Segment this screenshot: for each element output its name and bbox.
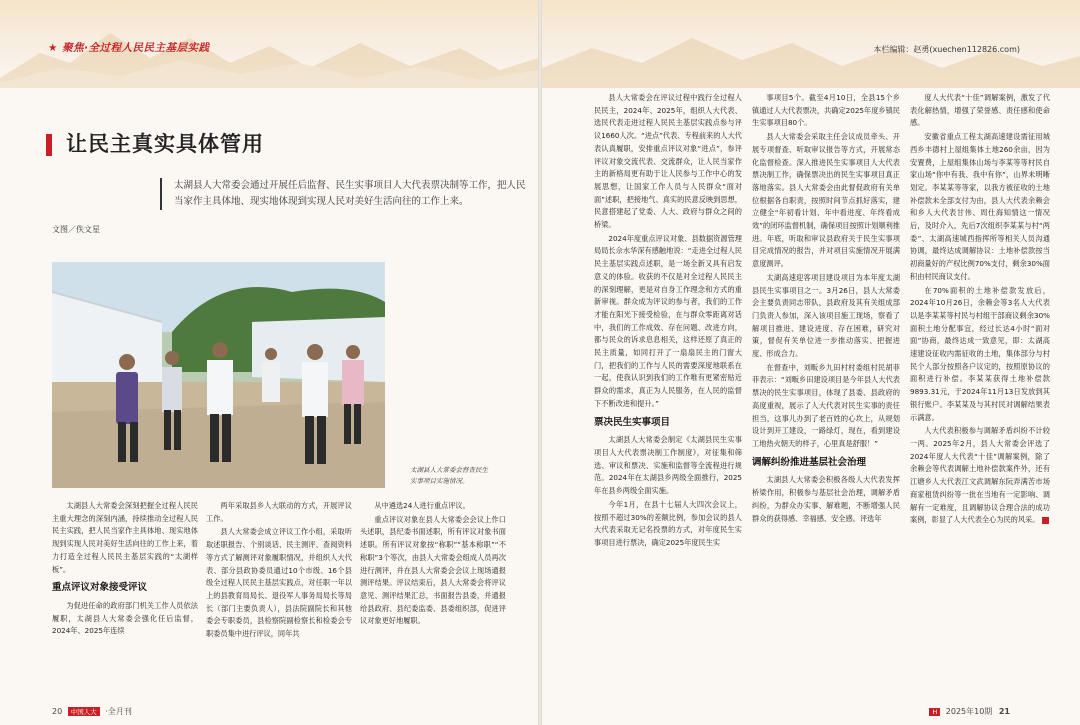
paragraph: 太湖县人大常委会深刻把握全过程人民民主重大理念的深刻内涵，持续推动全过程人民民主实践，把人民当家作主具体地、现实地体现到实现人民对美好生活向往的工作上来，着力打造全过程人民民主基层实践的“太湖样板”。 — [52, 501, 198, 574]
paragraph: 太湖高速迎客项目建设项目为本年度太湖县民生实事项目之一。3月26日，县人大常委会主要负责同志带队，县政府及其有关组成部门负责人参加，深入该项目施工现场，察看了解项目推进、建设进度、存在困难，研究对策，督促有关单位进一步推动落实、把握进度、形成合力。 — [752, 272, 900, 359]
footer-right — [926, 706, 1010, 717]
section-heading: 重点评议对象接受评议 — [52, 582, 148, 594]
article-author: 文图／佚文星 — [52, 225, 100, 234]
footer-left — [52, 706, 132, 717]
magazine-logo-icon: H — [929, 708, 940, 716]
paragraph: 县人大常委会成立评议工作小组，采取听取述职报告、个别谈话、民主测评、查阅资料等方式了解测评对象履职情况，并组织人大代表、部分县政协委员通过10个市级、16个县级全过程人民民主基层实践点，对任职一年以上的县教育局局长、退役军人事务局局长等局长（部门主要负责人），县法院副院长和其他委会专职委员，县检察院副检察长和检委会专职委员集中进行评议，同年共 — [206, 527, 352, 639]
column-editor: 本栏编辑：赵勇(xuechen112826.com) — [873, 45, 1020, 54]
magazine-badge: 中国人大 — [68, 707, 100, 716]
paragraph: 安徽省重点工程太湖高速建设需征用城西乡丰德村上屋组集体土地260余亩，因为安置费，上屋组集体山场与李某等等村民自家山场“你中有我、我中有你”，山界未明晰划定。李某某等等家，以我方被征收的土地补偿款未全部支付为由，县人大代表余赖会和乡人大代表甘伟、周仕海知情这一情况后，及时介入，先后7次组织李某某与村“两委”、太湖高速城西指挥所等相关人员沟通协调，最终达成调解协议：土地补偿款按当初商量好的产权比例70%支付，剩余30%面积由村民商议支付。 — [910, 132, 1050, 281]
page-number-right: 21 — [998, 707, 1010, 716]
article-title: 让民主真实具体管用 — [66, 132, 264, 156]
issue-label: 2025年10期 — [945, 707, 993, 716]
paragraph: 为促进任命的政府部门机关工作人员依法履职，太湖县人大常委会强化任后监督，2024年、2025年连续 — [52, 600, 198, 636]
text-column-1 — [52, 500, 198, 700]
paragraph: 人大代表积极参与调解矛盾纠纷不计较一两。2025年2月，县人大常委会评选了2024年度人大代表“十佳”调解案例，除了余赖会等代表调解土地补偿款案件外，还有江塘乡人大代表江文武调解东阮弄满苦市场商家租赁纠纷等一批在当地有一定影响、调解有一定难度，且调解协议合理合法的成功案例，彰显了人大代表全心为民的风采。 — [910, 426, 1050, 525]
magazine-sub: ·全月刊 — [105, 707, 132, 716]
paragraph: 重点评议对象在县人大常委会会议上作口头述职，县纪委书面述职，所有评议对象书面述职。所有评议对象按“称职”“基本称职”“不称职”3个等次，由县人大常委会组成人员再次进行测评，并在县人大常委会会议上现场通报测评结果。评议结束后，县人大常委会将评议意见、测评结果汇总，书面报告县委，并通报给县政府、县纪委监委、县委组织部，促进评议对象更好地履职。 — [360, 514, 506, 626]
paragraph: 在70%面积的土地补偿款发放后，2024年10月26日，余赖会等3名人大代表以是李某某等村民与村组干部商议剩余30%面积土地分配事宜，经过长达4小时“面对面”协商，最终达成一致意见，即：太湖高速建设征收内需征收的土地，集体部分与村民个人部分按照各户议定的，按照原协议的面积进行补偿。李某某获得土地补偿款9893.31元，于2024年11月13日发放到其银行账户。李某某及与其村民对调解结果表示满意。 — [910, 285, 1050, 422]
page-number-left: 20 — [52, 707, 63, 716]
paragraph: 县人大常委会采取主任会议成员牵头、开展专项督查、听取审议报告等方式，开展常态化监督检查。深入推进民生实事项目人大代表票决制工作，确保票决出的民生实事项目真正落地落实。县人大常委会由此督促政府有关单位根据各自职责，按照时间节点抓好落实，建立健全“年初看计划、年中看进度、年终看成效”的闭环监督机制，确保项目按照计划顺利推进。年底，听取和审议县政府关于民生实事项目完成情况的报告，并对项目实施情况开展满意度测评。 — [752, 132, 900, 269]
header-banner — [0, 0, 538, 92]
photo-caption: 太湖县人大常委会督查民生实事项目实施情况。 — [410, 466, 488, 485]
field-inspection-image — [52, 262, 385, 488]
section-heading: 票决民生实事项目 — [594, 416, 671, 428]
paragraph: 度人大代表“十佳”调解案例，激发了代表化解热情，增强了荣誉感、责任感和使命感。 — [910, 93, 1050, 128]
text-column-5 — [752, 92, 900, 696]
paragraph: 2024年度重点评议对象、县数据资源管理局局长佘水华深有感触地说：“走进全过程人民民主基层实践点述职，是一场全新又具有启发意义的体验。收获的不仅是对全过程人民民主的深刻理解，更是对自身工作理念和方式的重新审视。群众成为评议的参与者，我们的工作才能在阳光下接受检验，在与群众零距离对话中，我们的工作成效、存在问题、改进方向，都与民众的诉求息息相关，这样还原了真正的民主质量，如同打开了一扇扇民主的门窗大门，把我们的工作与人民的需要深度地联系在一起，使我认识到我们的工作唯有更紧密贴近群众的需求，真正为人民服务，在人民的监督下不断改进和提升。” — [594, 233, 742, 408]
article-photo — [52, 262, 385, 488]
right-page — [542, 0, 1080, 725]
paragraph: 两年采取县乡人大联动的方式，开展评议工作。 — [206, 501, 352, 523]
text-column-6 — [910, 92, 1050, 696]
text-column-2 — [206, 500, 352, 700]
end-mark-icon — [1042, 517, 1049, 524]
paragraph: 今年1月，在县十七届人大四次会议上，按照不超过30%的差额比例，参加会议的县人大代表采取无记名投票的方式，对年度民生实事项目进行票决，确定2025年度民生实 — [594, 499, 742, 547]
paragraph: 事项目5个。截至4月10日，全县15个乡镇通过人大代表票决，共确定2025年度乡镇民生实事项目80个。 — [752, 93, 900, 128]
header-banner-right — [542, 0, 1080, 92]
section-tag: ★ 聚焦·全过程人民民主基层实践 — [48, 42, 210, 54]
title-accent-bar — [46, 134, 52, 156]
paragraph: 从中遴选24人进行重点评议。 — [374, 501, 470, 510]
article-lead: 太湖县人大常委会通过开展任后监督、民生实事项目人大代表票决制等工作，把人民当家作主具体地、现实地体现到实现人民对美好生活向往的工作上来。 — [160, 178, 530, 210]
section-heading: 调解纠纷推进基层社会治理 — [752, 456, 867, 468]
text-column-4 — [594, 92, 742, 696]
paragraph: 太湖县人大常委会积极各级人大代表发挥桥梁作用，积极参与基层社会治理，调解矛盾纠纷，为群众办实事、解难题，不断增强人民群众的获得感、幸福感、安全感。评选年 — [752, 475, 900, 523]
left-page — [0, 0, 538, 725]
paragraph: 太湖县人大常委会制定《太湖县民生实事项目人大代表票决制工作制度》，对征集和筛选、审议和票决、实施和监督等全流程进行规范。2024年在太湖县乡两级全面推行，2025年在县乡两级全面实施。 — [594, 435, 742, 496]
paragraph: 县人大常委会在评议过程中践行全过程人民民主，2024年、2025年，组织人大代表、选民代表走进过程人民民主基层实践点参与评议1660人次。“进点”代表、专程前来的人大代表认真履职，安排重点评议对象“进点”，参评评议对象交流代表、交流群众，让人民当家作主的新格局更有助于让人民参与工作中心的发展思想，让国家工作人员与人民群众“面对面”述职，把接地气、真实的民意反映到思想，民意搭建起了党委、人大、政府与群众之间的桥梁。 — [594, 93, 742, 230]
paragraph: 在督查中，刘畈乡九田村村委组村民胡菲菲表示：“刘畈乡田建设项目是今年县人大代表票决的民生实事项目，体现了县委、县政府的高度重视，展示了人大代表对民生实事的责任担当，这事儿办到了老百姓的心坎上，从规划设计到开工建设，一路绿灯，现在，看到建设工地热火朝天的样子，心里真是舒服！” — [752, 362, 900, 448]
text-column-3 — [360, 500, 506, 700]
